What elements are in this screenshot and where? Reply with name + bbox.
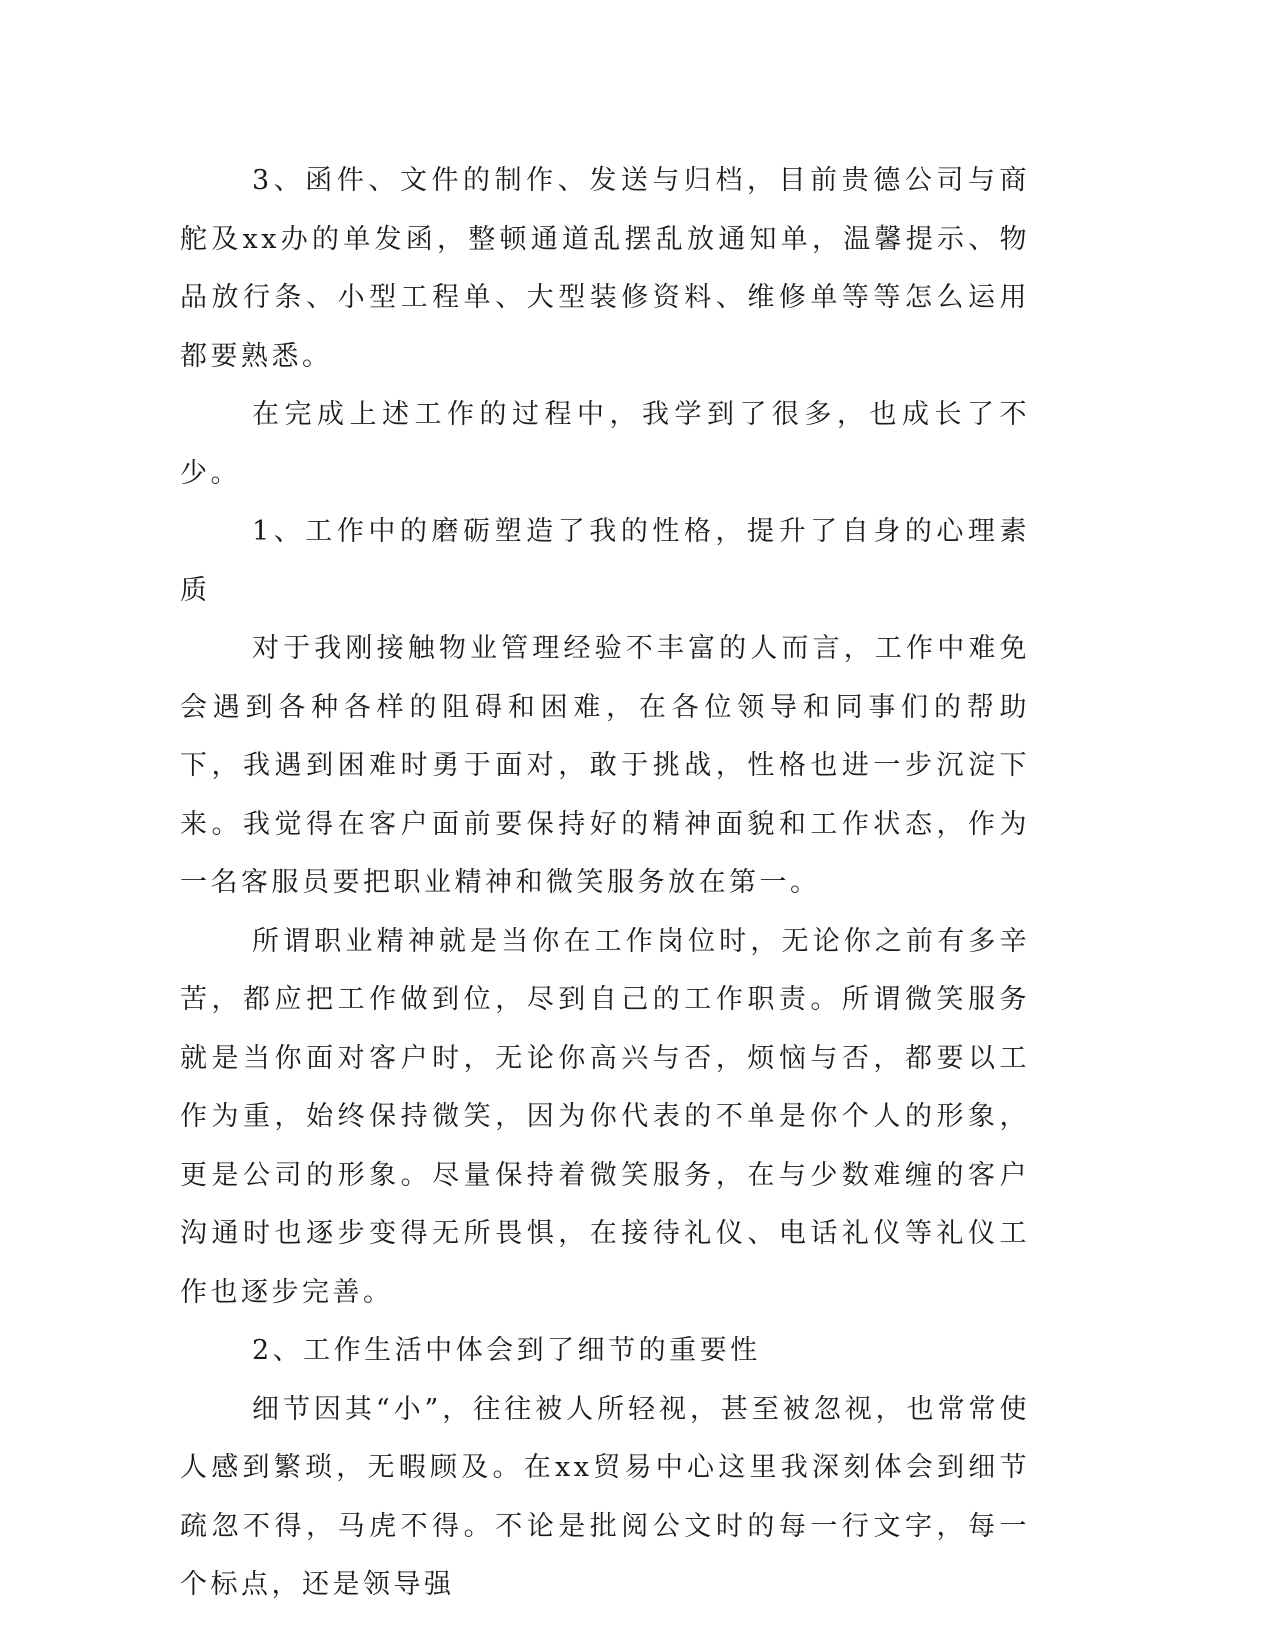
paragraph-professional-spirit: 所谓职业精神就是当你在工作岗位时，无论你之前有多辛苦，都应把工作做到位，尽到自己的工作职责。所谓微笑服务就是当你面对客户时，无论你高兴与否，烦恼与否，都要以工作为重，始终保持微笑，因为你代表的不单是你个人的形象，更是公司的形象。尽量保持着微笑服务，在与少数难缠的客户沟通时也逐步变得无所畏惧，在接待礼仪、电话礼仪等礼仪工作也逐步完善。 — [180, 925, 1030, 1308]
document-body — [180, 152, 1030, 1615]
paragraph-learning-summary: 在完成上述工作的过程中，我学到了很多，也成长了不少。 — [180, 399, 1030, 489]
heading-character-building: 1、工作中的磨砺塑造了我的性格，提升了自身的心理素质 — [180, 516, 1030, 606]
paragraph-forms-and-files: 3、函件、文件的制作、发送与归档，目前贵德公司与商舵及xx办的单发函，整顿通道乱摆乱放通知单，温馨提示、物品放行条、小型工程单、大型装修资料、维修单等等怎么运用都要熟悉。 — [180, 165, 1030, 372]
paragraph-facing-difficulties: 对于我刚接触物业管理经验不丰富的人而言，工作中难免会遇到各种各样的阻碍和困难，在各位领导和同事们的帮助下，我遇到困难时勇于面对，敢于挑战，性格也进一步沉淀下来。我觉得在客户面前要保持好的精神面貌和工作状态，作为一名客服员要把职业精神和微笑服务放在第一。 — [180, 633, 1030, 898]
paragraph-details: 细节因其“小”，往往被人所轻视，甚至被忽视，也常常使人感到繁琐，无暇顾及。在xx贸易中心这里我深刻体会到细节疏忽不得，马虎不得。不论是批阅公文时的每一行文字，每一个标点，还是领导强 — [180, 1393, 1030, 1600]
heading-importance-of-details: 2、工作生活中体会到了细节的重要性 — [252, 1335, 761, 1366]
